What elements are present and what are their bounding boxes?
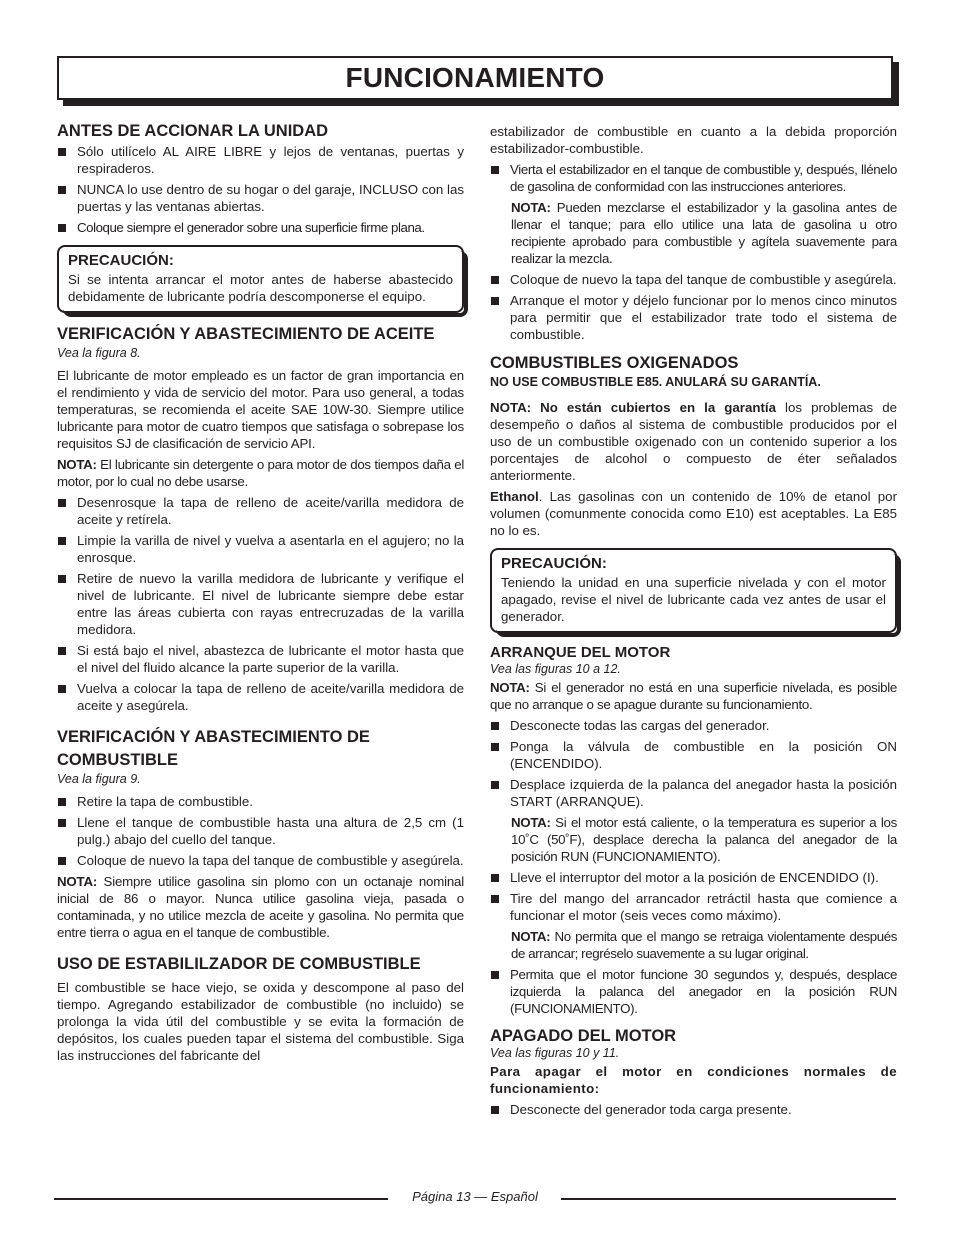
figure-reference: Vea las figuras 10 a 12.	[490, 662, 621, 676]
caution-box-oil	[57, 245, 464, 313]
list-item: NUNCA lo use dentro de su hogar o del garaje, INCLUSO con las puertas y las ventanas abiertas.	[57, 181, 464, 215]
bullet-icon	[491, 722, 499, 730]
bullet-icon	[491, 781, 499, 789]
bullet-list-estabilizador-2	[490, 271, 897, 343]
list-item: Coloque de nuevo la tapa del tanque de combustible y asegúrela.	[490, 271, 897, 288]
right-column	[490, 123, 897, 1122]
bullet-icon	[491, 297, 499, 305]
bullet-icon	[58, 186, 66, 194]
bullet-icon	[491, 895, 499, 903]
note-arranque-caliente: NOTA: Si el motor está caliente, o la temperatura es superior a los 10˚C (50˚F), desplace derecha la palanca del anegador de la posición RUN (FUNCIONAMIENTO).	[511, 815, 897, 864]
warning-e85: NO USE COMBUSTIBLE E85. ANULARÁ SU GARANTÍA.	[490, 375, 821, 389]
bullet-icon	[491, 1106, 499, 1114]
list-item: Permita que el motor funcione 30 segundos y, después, desplace izquierda la palanca del anegador en la posición RUN (FUNCIONAMIENTO).	[490, 966, 897, 1017]
left-column	[57, 120, 464, 1068]
list-item: Arranque el motor y déjelo funcionar por lo menos cinco minutos para permitir que el estabilizador trate todo el sistema de combustible.	[490, 292, 897, 343]
list-item: Retire la tapa de combustible.	[57, 793, 464, 810]
page-footer	[54, 1188, 896, 1208]
note-combustible: NOTA: Siempre utilice gasolina sin plomo con un octanaje nominal inicial de 86 o mayor. Nunca utilice gasolina vieja, pasada o contaminada, y no utilice mezcla de aceite y gasolina. No permita que entre tierra o agua en el tanque de combustible.	[57, 874, 464, 940]
paragraph-continued: estabilizador de combustible en cuanto a la debida proporción estabilizador-combustible.	[490, 124, 897, 156]
caution-title: PRECAUCIÓN:	[501, 555, 607, 572]
list-item: Llene el tanque de combustible hasta una altura de 2,5 cm (1 pulg.) abajo del cuello del tanque.	[57, 814, 464, 848]
list-item: Desconecte todas las cargas del generador.	[490, 717, 897, 734]
bullet-icon	[58, 499, 66, 507]
bullet-icon	[491, 166, 499, 174]
bullet-icon	[58, 857, 66, 865]
section-heading-aceite: VERIFICACIÓN Y ABASTECIMIENTO DE ACEITE	[57, 325, 435, 343]
list-item: Coloque de nuevo la tapa del tanque de combustible y asegúrela.	[57, 852, 464, 869]
bullet-icon	[58, 819, 66, 827]
paragraph-ethanol: Ethanol. Las gasolinas con un contenido de 10% de etanol por volumen (comunmente conocida como E10) est aceptables. La E85 no lo es.	[490, 489, 897, 538]
list-item: Lleve el interruptor del motor a la posición de ENCENDIDO (I).	[490, 869, 897, 886]
section-heading-estabilizador: USO DE ESTABILILZADOR DE COMBUSTIBLE	[57, 955, 421, 973]
paragraph-apagado: Para apagar el motor en condiciones normales de funcionamiento:	[490, 1064, 897, 1096]
list-item: Limpie la varilla de nivel y vuelva a asentarla en el agujero; no la enrosque.	[57, 532, 464, 566]
bullet-icon	[58, 685, 66, 693]
list-item: Tire del mango del arrancador retráctil hasta que comience a funcionar el motor (seis veces como máximo).	[490, 890, 897, 924]
paragraph-estabilizador: El combustible se hace viejo, se oxida y descompone al paso del tiempo. Agregando estabilizador de combustible (no incluido) se prolonga la vida útil del combustible y se evita la formación de depósitos, los cuales pueden tapar el sistema del combustible. Siga las instrucciones del fabricante del	[57, 980, 464, 1063]
list-item: Vuelva a colocar la tapa de relleno de aceite/varilla medidora de aceite y asegúrela.	[57, 680, 464, 714]
page-number: Página 13 — Español	[412, 1189, 538, 1204]
list-item: Coloque siempre el generador sobre una superficie firme plana.	[57, 219, 464, 236]
bullet-icon	[491, 874, 499, 882]
note-arranque-mango: NOTA: No permita que el mango se retraiga violentamente después de arrancar; regréselo suavemente a su lugar original.	[511, 929, 897, 961]
note-estabilizador: NOTA: Pueden mezclarse el estabilizador y la gasolina antes de llenar el tanque; para ello utilice una lata de gasolina u otro recipiente aprobado para combustible y agítela suavemente para realizar la mezcla.	[511, 200, 897, 266]
figure-reference: Vea las figuras 10 y 11.	[490, 1046, 620, 1060]
list-item: Vierta el estabilizador en el tanque de combustible y, después, llénelo de gasolina de conformidad con las instrucciones anteriores.	[490, 161, 897, 195]
bullet-icon	[491, 743, 499, 751]
list-item: Desconecte del generador toda carga presente.	[490, 1101, 897, 1118]
bullet-list-apagado	[490, 1101, 897, 1118]
caution-title: PRECAUCIÓN:	[68, 252, 174, 269]
bullet-icon	[58, 575, 66, 583]
bullet-icon	[491, 971, 499, 979]
bullet-list-antes	[57, 143, 464, 236]
bullet-icon	[58, 537, 66, 545]
note-oxigenados: NOTA: No están cubiertos en la garantía los problemas de desempeño o daños al sistema de combustible producidos por el uso de un combustible oxigenado con un contenido superior a los porcentajes de alcohol o compuesto de éter señalados anteriormente.	[490, 400, 897, 483]
bullet-list-combustible	[57, 793, 464, 869]
figure-reference: Vea la figura 9.	[57, 772, 141, 786]
caution-text: Teniendo la unidad en una superficie nivelada y con el motor apagado, revise el nivel de lubricante cada vez antes de usar el generador.	[501, 575, 886, 624]
section-heading-oxigenados: COMBUSTIBLES OXIGENADOS	[490, 354, 739, 372]
footer-rule-right	[561, 1198, 896, 1200]
bullet-list-arranque-c	[490, 966, 897, 1017]
note-aceite: NOTA: El lubricante sin detergente o para motor de dos tiempos daña el motor, por lo cual no debe usarse.	[57, 457, 464, 489]
note-arranque: NOTA: Si el generador no está en una superficie nivelada, es posible que no arranque o se apague durante su funcionamiento.	[490, 680, 897, 712]
list-item: Desplace izquierda de la palanca del anegador hasta la posición START (ARRANQUE).	[490, 776, 897, 810]
title-banner	[57, 56, 893, 100]
bullet-icon	[58, 798, 66, 806]
list-item: Desenrosque la tapa de relleno de aceite/varilla medidora de aceite y retírela.	[57, 494, 464, 528]
bullet-list-arranque-b	[490, 869, 897, 924]
section-heading-arranque: ARRANQUE DEL MOTOR	[490, 644, 671, 661]
title-box	[57, 56, 893, 100]
bullet-icon	[58, 647, 66, 655]
bullet-icon	[491, 276, 499, 284]
bullet-icon	[58, 148, 66, 156]
list-item: Si está bajo el nivel, abastezca de lubricante el motor hasta que el nivel del fluido alcance la parte superior de la varilla.	[57, 642, 464, 676]
figure-reference: Vea la figura 8.	[57, 346, 141, 360]
section-heading-apagado: APAGADO DEL MOTOR	[490, 1027, 677, 1045]
list-item: Sólo utilícelo AL AIRE LIBRE y lejos de ventanas, puertas y respiraderos.	[57, 143, 464, 177]
bullet-list-arranque-a	[490, 717, 897, 810]
bullet-icon	[58, 224, 66, 232]
caution-text: Si se intenta arrancar el motor antes de haberse abastecido debidamente de lubricante podría descomponerse el equipo.	[68, 272, 453, 304]
section-heading-combustible: VERIFICACIÓN Y ABASTECIMIENTO DE COMBUSTIBLE	[57, 728, 370, 769]
bullet-list-aceite	[57, 494, 464, 714]
paragraph-aceite: El lubricante de motor empleado es un factor de gran importancia en el rendimiento y vida de servicio del motor. Para uso general, a todas temperaturas, se recomienda el aceite SAE 10W-30. Siempre utilice lubricante para motor de cuatro tiempos que satisfaga o sobrepase los requisitos SJ de clasificación de servicio API.	[57, 368, 464, 451]
section-heading-antes: ANTES DE ACCIONAR LA UNIDAD	[57, 122, 329, 140]
caution-box-level	[490, 548, 897, 633]
list-item: Retire de nuevo la varilla medidora de lubricante y verifique el nivel de lubricante. El nivel de lubricante siempre debe estar entre las áreas cubierta con rayas entrecruzadas de la varilla medidora.	[57, 570, 464, 638]
list-item: Ponga la válvula de combustible en la posición ON (ENCENDIDO).	[490, 738, 897, 772]
bullet-list-estabilizador	[490, 161, 897, 195]
page-title: FUNCIONAMIENTO	[345, 62, 605, 93]
